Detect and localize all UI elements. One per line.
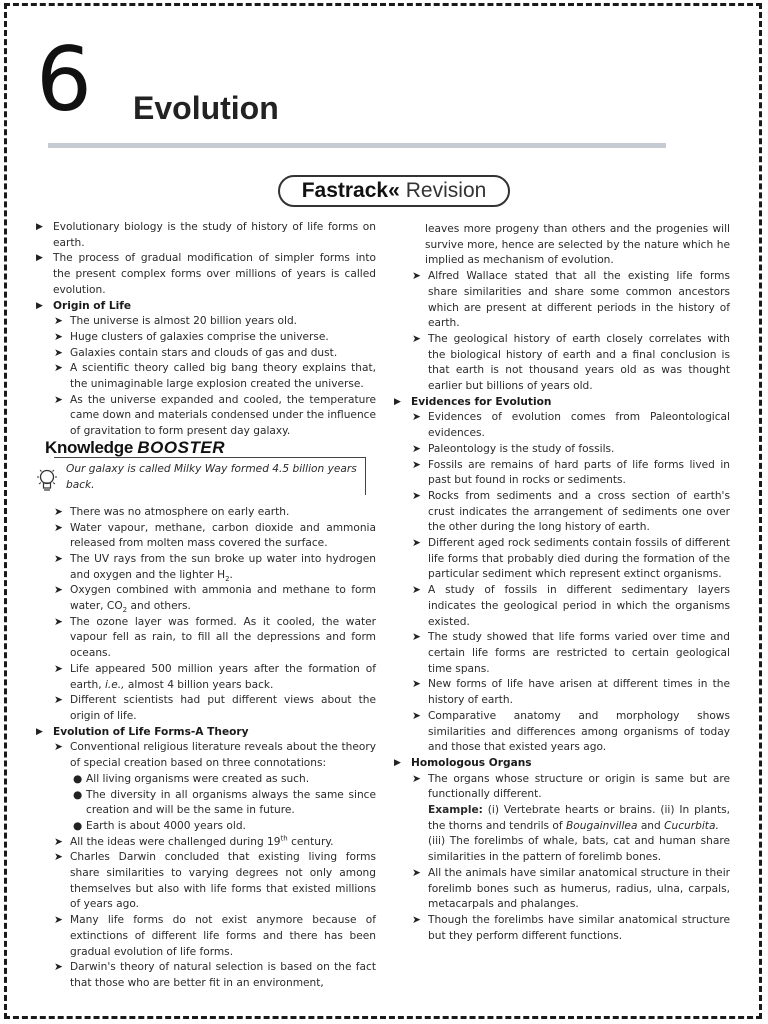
list-item: ➤ Water vapour, methane, carbon dioxide and ammonia released from molten mass covered the surface. — [54, 521, 376, 550]
list-item: ● Earth is about 4000 years old. — [73, 819, 246, 832]
list-item: ➤ Paleontology is the study of fossils. — [412, 442, 615, 455]
continued-text: leaves more progeny than others and the progenies will survive more, hence are selected by the nature which he implied as mechanism of evolution. — [425, 223, 730, 267]
list-item: ➤ A study of fossils in different sedimentary layers indicates the geological period in which the organisms existed. — [412, 584, 730, 628]
list-item: ➤ Alfred Wallace stated that all the existing life forms share similarities and share some common ancestors which are present at different periods in the history of earth. — [412, 270, 730, 330]
list-item: ➤ Though the forelimbs have similar anatomical structure but they perform different functions. — [412, 913, 730, 942]
knowledge-booster — [36, 437, 376, 501]
title-divider — [48, 143, 666, 148]
list-item: ➤ New forms of life have arisen at different times in the history of earth. — [412, 678, 730, 707]
list-item: ➤ Darwin's theory of natural selection is based on the fact that those who are better fit in an environment, — [54, 961, 376, 989]
list-item: ● All living organisms were created as such. — [73, 772, 310, 785]
list-item: ➤ Huge clusters of galaxies comprise the universe. — [54, 330, 329, 343]
chapter-title: Evolution — [133, 90, 279, 126]
list-item: ➤ The UV rays from the sun broke up water into hydrogen and oxygen and the lighter $H_2$. — [54, 552, 376, 583]
list-item: ➤ Life appeared 500 million years after the formation of earth, i.e., almost 4 billion years back. — [54, 662, 376, 691]
list-item: ▶ Evolutionary biology is the study of history of life forms on earth. — [36, 221, 376, 249]
list-item: ➤ Charles Darwin concluded that existing living forms share similarities to varying degrees not only among themselves but also with life forms that existed millions of years ago. — [54, 851, 376, 911]
left-column — [36, 220, 376, 992]
badge-brand-mark: « — [388, 179, 400, 202]
list-item: ➤ All the ideas were challenged during 19th century. — [54, 834, 334, 848]
badge-brand: Fastrack« — [301, 179, 400, 202]
list-item: ➤ As the universe expanded and cooled, the temperature came down and materials condensed under the influence of gravitation to form present day galaxy. — [54, 393, 376, 438]
lightbulb-icon — [36, 467, 58, 497]
section-heading: ▶ Evidences for Evolution — [394, 395, 552, 408]
list-item: ➤ Many life forms do not exist anymore because of extinctions of different life forms and there has been gradual evolution of life forms. — [54, 914, 376, 958]
list-item: ➤ Evidences of evolution comes from Paleontological evidences. — [412, 411, 730, 440]
list-item: ➤ The ozone layer was formed. As it cooled, the water vapour fell as rain, to fill all the depressions and form oceans. — [54, 615, 376, 660]
list-item: ➤ The universe is almost 20 billion years old. — [54, 315, 298, 328]
list-item: ➤ There was no atmosphere on early earth. — [54, 505, 290, 518]
section-heading: ▶ Evolution of Life Forms-A Theory — [36, 725, 249, 738]
list-item: ➤ All the animals have similar anatomical structure in their forelimb bones such as humerus, radius, ulna, carpals, metacarpals and phalanges. — [412, 866, 730, 911]
list-item: ➤ The geological history of earth closely correlates with the biological history of earth and a final conclusion is that earth is not thousand years old as was thought earlier but billions of years old. — [412, 332, 730, 393]
example-text: Example: (i) Vertebrate hearts or brains. (ii) In plants, the thorns and tendrils of Bougainvillea and Cucurbita. (iii) The forelimbs of whale, bats, cat and human share similarities in the pattern of forelimb bones. — [428, 804, 730, 864]
list-item: ➤ Conventional religious literature reveals about the theory of special creation based on three connotations: — [54, 741, 376, 770]
list-item: ➤ Different aged rock sediments contain fossils of different life forms that probably died during the formation of the particular sediment which represent extinct organisms. — [412, 537, 730, 581]
chapter-number: 6 — [36, 28, 92, 131]
section-heading: ▶ Homologous Organs — [394, 756, 532, 769]
list-item: ● The diversity in all organisms always the same since creation and will be the same in future. — [73, 788, 376, 817]
list-item: ➤ Comparative anatomy and morphology shows similarities and differences among organisms of today and those that existed years ago. — [412, 709, 730, 754]
fastrack-revision-badge — [278, 175, 510, 207]
list-item: ➤ Different scientists had put different views about the origin of life. — [54, 694, 376, 722]
list-item: ➤ The organs whose structure or origin is same but are functionally different. — [412, 772, 730, 801]
section-heading: ▶ Origin of Life — [36, 299, 132, 312]
list-item: ➤ A scientific theory called big bang theory explains that, the unimaginable large explosion created the universe. — [54, 362, 376, 391]
list-item: ➤ Galaxies contain stars and clouds of gas and dust. — [54, 346, 338, 359]
list-item: ➤ Rocks from sediments and a cross section of earth's crust indicates the arrangement of sediments one over the other during the long history of earth. — [412, 489, 730, 534]
list-item: ➤ Oxygen combined with ammonia and methane to form water, $CO_2$ and others. — [54, 584, 376, 615]
booster-title: Knowledge BOOSTER — [45, 437, 225, 457]
badge-word: Revision — [405, 179, 487, 202]
list-item: ➤ Fossils are remains of hard parts of life forms lived in past but found in rocks or sediments. — [412, 458, 730, 487]
list-item: ➤ The study showed that life forms varied over time and certain life forms are restricted to certain geological time spans. — [412, 631, 730, 675]
booster-text: Our galaxy is called Milky Way formed 4.5 billion years back. — [66, 462, 357, 491]
list-item: ▶ The process of gradual modification of simpler forms into the present complex forms over millions of years is called evolution. — [36, 252, 376, 296]
right-column — [394, 222, 730, 944]
